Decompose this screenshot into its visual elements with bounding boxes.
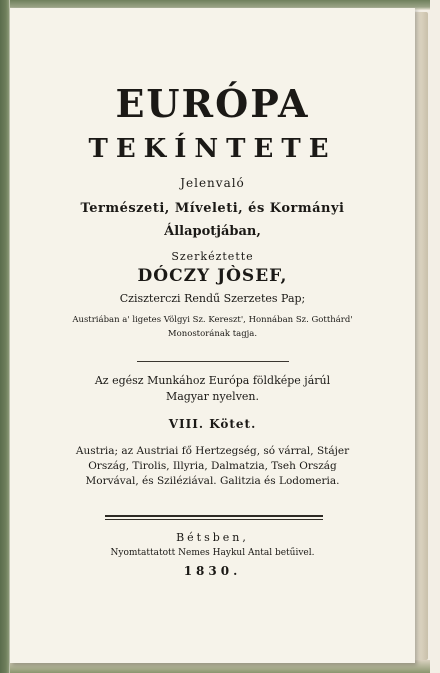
author-name: DÓCZY JÒSEF, [137,266,288,286]
author-order: Cziszterczi Rendű Szerzetes Pap; [119,292,306,305]
main-title: EURÓPA [115,81,310,126]
title-page-content [10,8,415,663]
contents-line-1: Austria; az Austriai fő Hertzegség, só várral, Stájer [75,445,350,457]
divider-rule [137,361,289,362]
edited-by: Szerkéztette [171,250,254,263]
title-line-natural: Természeti, Míveleti, és Kormányi [80,201,345,216]
volume-label: VIII. Kötet. [168,417,257,431]
imprint-place: Bétsben, [176,531,249,544]
imprint-printer: Nyomtattatott Nemes Haykul Antal betűivel. [110,548,315,558]
map-note-2: Magyar nyelven. [165,390,260,403]
double-rule-top [105,515,323,517]
double-rule-bottom [105,519,323,520]
title-line-state: Állapotjában, [164,224,261,239]
author-note-1: Austriában a' ligetes Völgyi Sz. Kereszt', Honnában Sz. Gotthárd' [72,315,353,325]
map-note-1: Az egész Munkához Európa földképe járúl [94,374,331,387]
author-note-2: Monostorának tagja. [167,329,258,339]
subtitle: TEKÍNTETE [88,134,337,164]
title-page [10,8,415,663]
imprint-year: 1830. [183,564,242,578]
title-line-jelenvalo: Jelenvaló [180,176,245,190]
contents-line-2: Ország, Tirolis, Illyria, Dalmatzia, Tseh Ország [88,460,337,472]
contents-line-3: Morvával, és Sziléziával. Galitzia és Lodomeria. [85,475,340,487]
